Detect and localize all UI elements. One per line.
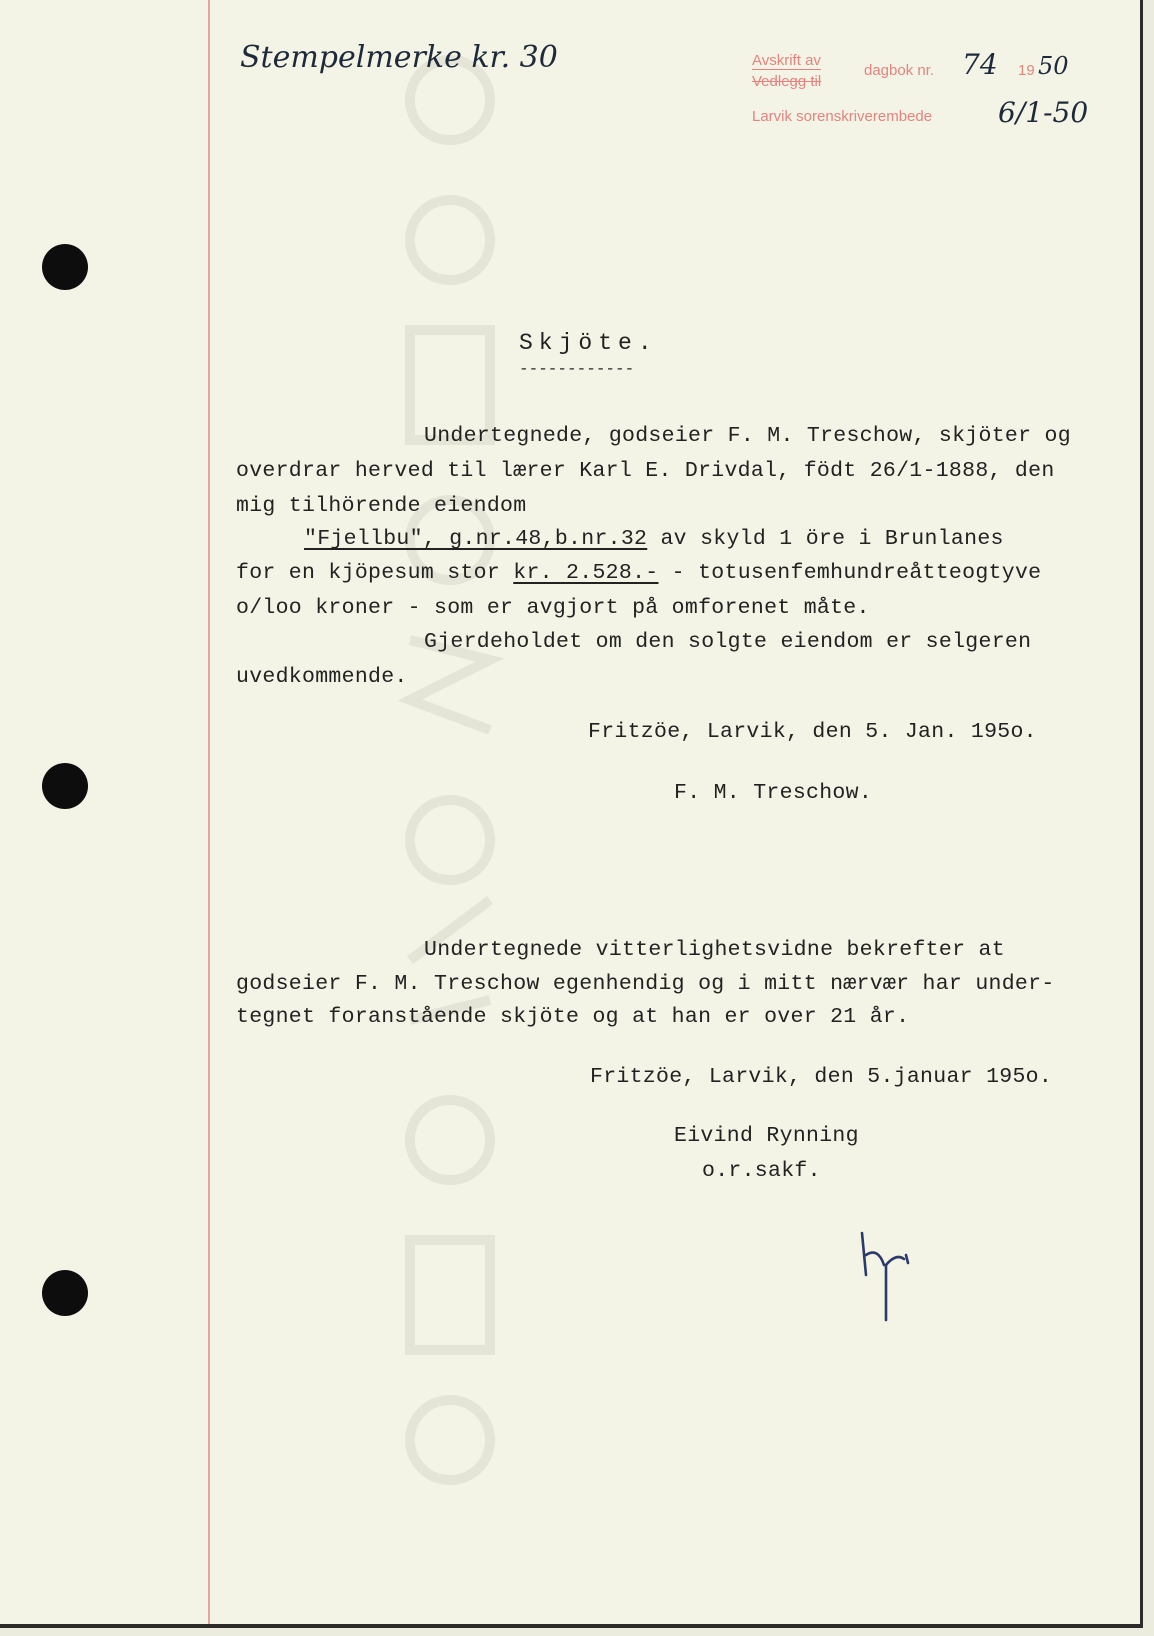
para1-line8: uvedkommende.: [236, 665, 408, 689]
signature-seller: F. M. Treschow.: [674, 781, 873, 805]
stamp-date: 6/1-50: [998, 96, 1089, 129]
para1-line3: mig tilhörende eiendom: [236, 494, 527, 518]
stamp-year-prefix: 19: [1018, 62, 1035, 79]
watermark: [370, 40, 530, 1520]
stamp-year-suffix: 50: [1038, 52, 1069, 80]
stamp-vedlegg: Vedlegg til: [752, 73, 822, 90]
para1-line1: Undertegnede, godseier F. M. Treschow, skjöter og: [424, 424, 1071, 448]
para1-line4: [304, 527, 1004, 551]
para1-line2: overdrar herved til lærer Karl E. Drivdal, födt 26/1-1888, den: [236, 459, 1055, 483]
witness-name: Eivind Rynning: [674, 1124, 859, 1148]
stamp-office: Larvik sorenskriverembede: [752, 108, 933, 125]
margin-line: [208, 0, 210, 1624]
punch-hole-top: [42, 244, 88, 290]
stamp-dagbok-number: 74: [962, 48, 998, 81]
para1-line6: o/loo kroner - som er avgjort på omforenet måte.: [236, 596, 870, 620]
para2-line2: godseier F. M. Treschow egenhendig og i mitt nærvær har under-: [236, 972, 1055, 996]
punch-hole-middle: [42, 763, 88, 809]
para1-line5: [236, 561, 1041, 585]
purchase-amount: kr. 2.528.-: [513, 561, 659, 585]
para2-line1: Undertegnede vitterlighetsvidne bekrefter at: [424, 938, 1005, 962]
place-date-1: Fritzöe, Larvik, den 5. Jan. 195o.: [588, 720, 1037, 744]
title-rule: ------------: [519, 360, 635, 378]
document-title: Skjöte.: [519, 330, 658, 356]
stamp-avskrift: Avskrift av: [752, 52, 821, 69]
para1-line7: Gjerdeholdet om den solgte eiendom er selgeren: [424, 630, 1032, 654]
handwritten-initials: [856, 1225, 916, 1325]
para1-line5-a: for en kjöpesum stor: [236, 561, 514, 585]
witness-title: o.r.sakf.: [702, 1159, 821, 1183]
stamp-dagbok-label: dagbok nr.: [864, 62, 935, 79]
place-date-2: Fritzöe, Larvik, den 5.januar 195o.: [590, 1065, 1053, 1089]
property-designation: "Fjellbu", g.nr.48,b.nr.32: [304, 527, 648, 551]
handwritten-stamp-note: Stempelmerke kr. 30: [240, 40, 558, 75]
para2-line3: tegnet foranstående skjöte og at han er over 21 år.: [236, 1005, 910, 1029]
para1-line4-rest: av skyld 1 öre i Brunlanes: [647, 527, 1004, 551]
para1-line5-b: - totusenfemhundreåtteogtyve: [658, 561, 1042, 585]
punch-hole-bottom: [42, 1270, 88, 1316]
